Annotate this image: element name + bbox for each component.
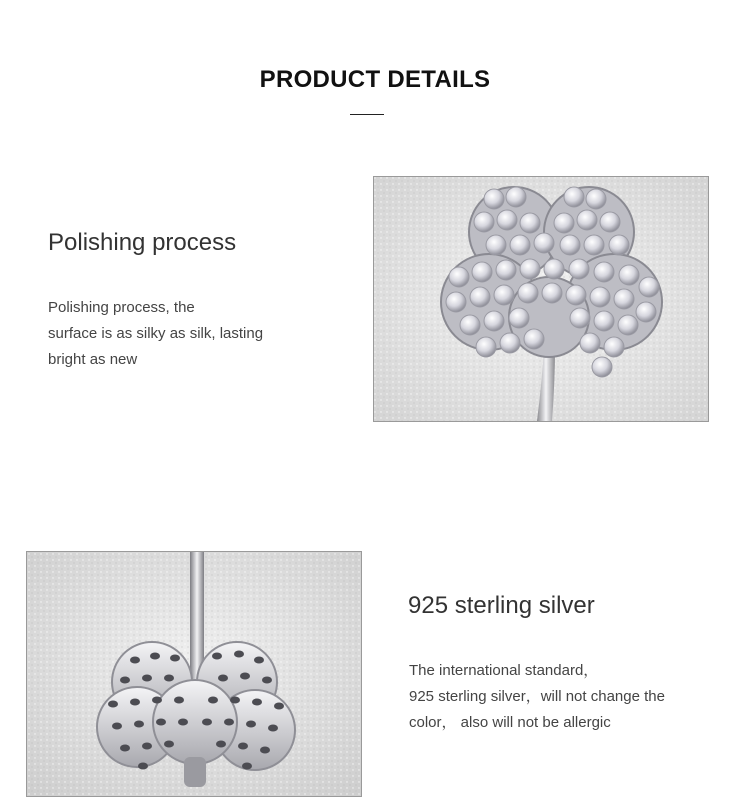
description-line: color， also will not be allergic — [409, 714, 611, 731]
description-line: Polishing process, the — [48, 299, 195, 316]
section-heading: 925 sterling silver — [408, 592, 595, 619]
section-description — [409, 658, 665, 736]
description-line: 925 sterling silver，will not change the — [409, 688, 665, 705]
clover-earring-back-photo — [26, 551, 362, 797]
description-line: bright as new — [48, 351, 138, 368]
title-divider — [350, 114, 384, 115]
description-line: surface is as silky as silk, lasting — [48, 325, 264, 342]
clover-earring-front-photo — [373, 176, 709, 422]
page-title: PRODUCT DETAILS — [259, 66, 491, 93]
section-heading: Polishing process — [48, 229, 237, 256]
description-line: The international standard， — [409, 662, 599, 679]
section-description — [48, 295, 263, 373]
